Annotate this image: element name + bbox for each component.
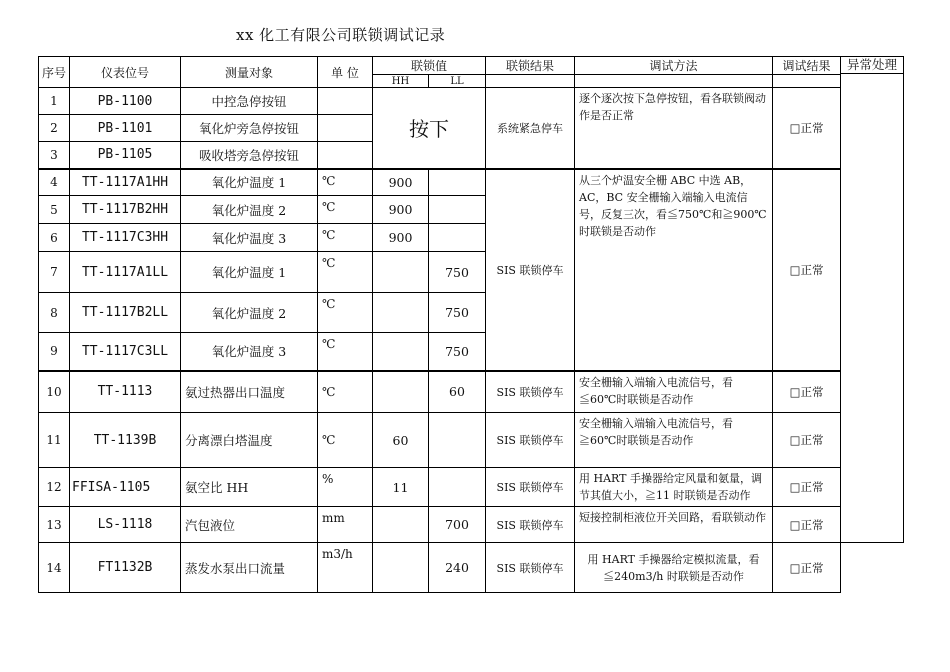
row-ll — [429, 224, 486, 252]
header-method: 调试方法 — [575, 57, 773, 75]
row-unit: ℃ — [318, 371, 373, 413]
row-hh — [373, 543, 429, 593]
header-ll: LL — [429, 75, 486, 88]
checkbox[interactable] — [790, 433, 801, 447]
row-hh — [373, 507, 429, 543]
row-tag: TT-1117A1HH — [70, 169, 181, 196]
row-ll — [429, 196, 486, 224]
table-row — [39, 371, 904, 413]
row-object: 氧化炉温度 3 — [181, 224, 318, 252]
row-tag: PB-1100 — [70, 88, 181, 115]
group2-method: 从三个炉温安全栅 ABC 中选 AB，AC，BC 安全栅输入端输入电流信号，反复三次，看≦750℃和≧900℃时联锁是否动作 — [575, 169, 773, 371]
row-ll — [429, 413, 486, 468]
table-row — [39, 169, 904, 196]
row-hh — [373, 252, 429, 293]
row-object: 蒸发水泵出口流量 — [181, 543, 318, 593]
header-abnormal: 异常处理 — [841, 57, 903, 74]
row-unit: ℃ — [318, 293, 373, 333]
row-seq: 12 — [39, 468, 70, 507]
checkbox[interactable] — [790, 480, 801, 494]
row-ll: 750 — [429, 333, 486, 371]
row-unit — [318, 142, 373, 169]
checkbox[interactable] — [790, 263, 801, 277]
row-ll: 60 — [429, 371, 486, 413]
row-unit: ℃ — [318, 413, 373, 468]
row-seq: 3 — [39, 142, 70, 169]
abnormal-column — [841, 57, 904, 543]
row-tag: PB-1105 — [70, 142, 181, 169]
row-method: 短接控制柜液位开关回路，看联锁动作 — [575, 507, 773, 543]
row-tag: TT-1117B2LL — [70, 293, 181, 333]
row-unit: ℃ — [318, 224, 373, 252]
row-ll — [429, 468, 486, 507]
row-hh — [373, 293, 429, 333]
row-result: SIS 联锁停车 — [486, 543, 575, 593]
row-unit: m3/h — [318, 543, 373, 593]
row-ll — [429, 169, 486, 196]
row-hh — [373, 371, 429, 413]
row-seq: 13 — [39, 507, 70, 543]
header-unit: 单 位 — [318, 57, 373, 88]
row-ll: 750 — [429, 293, 486, 333]
row-object: 氧化炉温度 1 — [181, 169, 318, 196]
row-seq: 7 — [39, 252, 70, 293]
row-method: 安全栅输入端输入电流信号，看≧60℃时联锁是否动作 — [575, 413, 773, 468]
page-title: xx 化工有限公司联锁调试记录 — [236, 26, 446, 44]
row-tag: TT-1117A1LL — [70, 252, 181, 293]
row-method: 用 HART 手操器给定模拟流量，看≦240m3/h 时联锁是否动作 — [575, 543, 773, 593]
group2-test-result: □ 正常 — [773, 169, 841, 371]
row-unit: % — [318, 468, 373, 507]
row-tag: FFISA-1105 — [70, 468, 181, 507]
row-hh: 60 — [373, 413, 429, 468]
row-hh: 11 — [373, 468, 429, 507]
group1-result: 系统紧急停车 — [486, 88, 575, 169]
row-tag: LS-1118 — [70, 507, 181, 543]
row-seq: 6 — [39, 224, 70, 252]
row-test-result: □ 正常 — [773, 543, 841, 593]
row-hh — [373, 333, 429, 371]
header-object: 测量对象 — [181, 57, 318, 88]
row-object: 氧化炉旁急停按钮 — [181, 115, 318, 142]
row-result: SIS 联锁停车 — [486, 507, 575, 543]
row-unit: ℃ — [318, 252, 373, 293]
row-hh: 900 — [373, 169, 429, 196]
row-seq: 10 — [39, 371, 70, 413]
row-tag: TT-1117C3HH — [70, 224, 181, 252]
row-test-result: □ 正常 — [773, 468, 841, 507]
row-object: 汽包液位 — [181, 507, 318, 543]
row-unit: ℃ — [318, 169, 373, 196]
row-hh: 900 — [373, 224, 429, 252]
row-seq: 9 — [39, 333, 70, 371]
row-seq: 4 — [39, 169, 70, 196]
row-tag: TT-1117B2HH — [70, 196, 181, 224]
row-result: SIS 联锁停车 — [486, 468, 575, 507]
group1-method: 逐个逐次按下急停按钮，看各联锁阀动作是否正常 — [575, 88, 773, 169]
row-object: 氧化炉温度 1 — [181, 252, 318, 293]
row-object: 氨过热器出口温度 — [181, 371, 318, 413]
row-seq: 11 — [39, 413, 70, 468]
header-seq: 序号 — [39, 57, 70, 88]
row-ll: 700 — [429, 507, 486, 543]
row-seq: 14 — [39, 543, 70, 593]
row-seq: 1 — [39, 88, 70, 115]
row-method: 安全栅输入端输入电流信号，看≦60℃时联锁是否动作 — [575, 371, 773, 413]
row-unit: mm — [318, 507, 373, 543]
row-object: 氧化炉温度 2 — [181, 293, 318, 333]
row-hh: 900 — [373, 196, 429, 224]
checkbox[interactable] — [790, 518, 801, 532]
row-ll: 750 — [429, 252, 486, 293]
row-unit — [318, 88, 373, 115]
row-test-result: □ 正常 — [773, 507, 841, 543]
row-test-result: □ 正常 — [773, 371, 841, 413]
row-method: 用 HART 手操器给定风量和氨量，调节其值大小，≧11 时联锁是否动作 — [575, 468, 773, 507]
row-seq: 8 — [39, 293, 70, 333]
row-test-result: □ 正常 — [773, 413, 841, 468]
header-method-blank — [575, 75, 773, 88]
row-tag: TT-1117C3LL — [70, 333, 181, 371]
table-row — [39, 88, 904, 115]
row-result: SIS 联锁停车 — [486, 413, 575, 468]
row-object: 氨空比 HH — [181, 468, 318, 507]
group1-test-result: □ 正常 — [773, 88, 841, 169]
row-seq: 2 — [39, 115, 70, 142]
setpoint-press: 按下 — [373, 88, 486, 169]
table-row — [39, 413, 904, 468]
row-ll: 240 — [429, 543, 486, 593]
table-row — [39, 468, 904, 507]
table-row — [39, 543, 904, 593]
row-unit: ℃ — [318, 196, 373, 224]
row-object: 氧化炉温度 3 — [181, 333, 318, 371]
row-tag: TT-1113 — [70, 371, 181, 413]
header-setpoint: 联锁值 — [373, 57, 486, 75]
header-test-result: 调试结果 — [773, 57, 841, 75]
row-object: 吸收塔旁急停按钮 — [181, 142, 318, 169]
row-tag: TT-1139B — [70, 413, 181, 468]
table-row — [39, 507, 904, 543]
group2-result: SIS 联锁停车 — [486, 169, 575, 371]
row-tag: PB-1101 — [70, 115, 181, 142]
header-test-result-blank — [773, 75, 841, 88]
row-seq: 5 — [39, 196, 70, 224]
header-row — [39, 57, 904, 75]
row-tag: FT1132B — [70, 543, 181, 593]
header-tag: 仪表位号 — [70, 57, 181, 88]
row-unit — [318, 115, 373, 142]
header-result: 联锁结果 — [486, 57, 575, 75]
row-object: 中控急停按钮 — [181, 88, 318, 115]
checkbox[interactable] — [790, 121, 801, 135]
checkbox[interactable] — [790, 561, 801, 575]
row-result: SIS 联锁停车 — [486, 371, 575, 413]
checkbox[interactable] — [790, 385, 801, 399]
header-hh: HH — [373, 75, 429, 88]
header-result-blank — [486, 75, 575, 88]
row-object: 分离漂白塔温度 — [181, 413, 318, 468]
interlock-test-table — [38, 56, 904, 593]
row-object: 氧化炉温度 2 — [181, 196, 318, 224]
row-unit: ℃ — [318, 333, 373, 371]
